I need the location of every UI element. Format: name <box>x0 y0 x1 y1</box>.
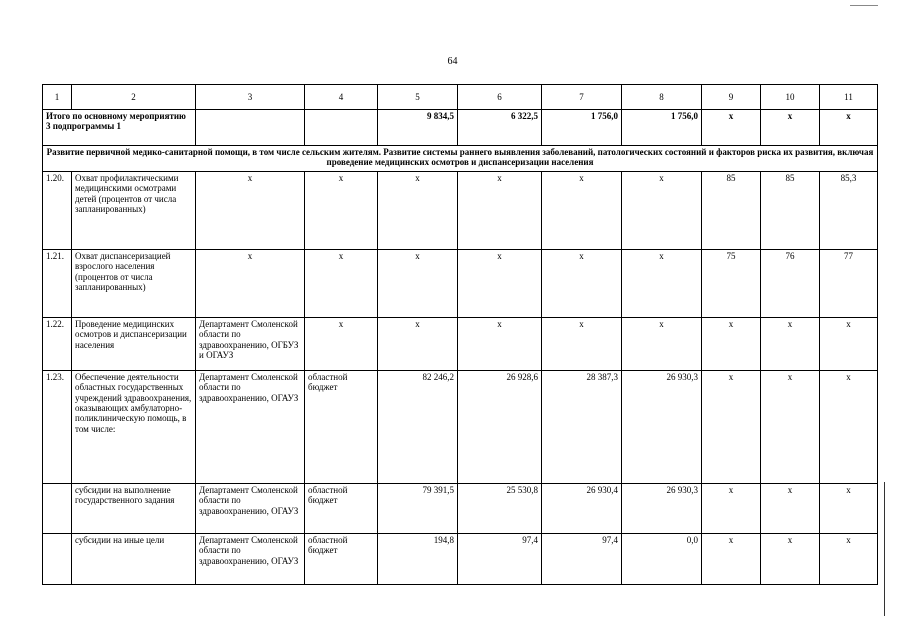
total-cell-11: x <box>820 110 878 146</box>
header-cell-7: 7 <box>542 85 622 110</box>
row-cell-11: 85,3 <box>820 172 878 250</box>
row-cell-11: x <box>820 534 878 585</box>
row-name: Охват диспансеризацией взрослого населения (процентов от числа запланированных) <box>72 250 196 318</box>
row-cell-8: x <box>622 250 702 318</box>
row-cell-10: x <box>761 371 820 484</box>
row-cell-11: x <box>820 318 878 371</box>
table-row <box>43 484 878 534</box>
total-cell-6: 6 322,5 <box>458 110 542 146</box>
row-cell-10: x <box>761 534 820 585</box>
row-cell-8: x <box>622 172 702 250</box>
row-source: областной бюджет <box>305 371 378 484</box>
row-name: субсидии на иные цели <box>72 534 196 585</box>
row-executor: Департамент Смоленской области по здравоохранению, ОГБУЗ и ОГАУЗ <box>196 318 305 371</box>
row-cell-7: 97,4 <box>542 534 622 585</box>
row-cell-10: x <box>761 318 820 371</box>
row-cell-5: x <box>378 172 458 250</box>
row-number <box>43 534 72 585</box>
row-source: x <box>305 172 378 250</box>
row-cell-11: x <box>820 484 878 534</box>
row-cell-7: x <box>542 250 622 318</box>
row-name: субсидии на выполнение государственного задания <box>72 484 196 534</box>
header-cell-10: 10 <box>761 85 820 110</box>
total-cell-8: 1 756,0 <box>622 110 702 146</box>
row-number: 1.20. <box>43 172 72 250</box>
row-cell-5: x <box>378 318 458 371</box>
row-cell-8: 0,0 <box>622 534 702 585</box>
table-row <box>43 250 878 318</box>
header-row <box>43 85 878 110</box>
row-cell-10: 85 <box>761 172 820 250</box>
row-cell-9: x <box>702 484 761 534</box>
row-cell-7: x <box>542 172 622 250</box>
row-number: 1.21. <box>43 250 72 318</box>
row-cell-5: 82 246,2 <box>378 371 458 484</box>
row-cell-9: x <box>702 534 761 585</box>
row-cell-6: x <box>458 318 542 371</box>
page-number: 64 <box>447 56 458 67</box>
header-cell-11: 11 <box>820 85 878 110</box>
row-cell-5: x <box>378 250 458 318</box>
row-cell-9: x <box>702 371 761 484</box>
row-name: Проведение медицинских осмотров и диспансеризации населения <box>72 318 196 371</box>
row-cell-6: 25 530,8 <box>458 484 542 534</box>
row-cell-5: 79 391,5 <box>378 484 458 534</box>
total-cell-5: 9 834,5 <box>378 110 458 146</box>
total-cell-9: x <box>702 110 761 146</box>
header-cell-2: 2 <box>72 85 196 110</box>
row-cell-10: 76 <box>761 250 820 318</box>
row-executor: Департамент Смоленской области по здравоохранению, ОГАУЗ <box>196 534 305 585</box>
row-number <box>43 484 72 534</box>
top-edge-mark <box>850 5 878 6</box>
header-cell-9: 9 <box>702 85 761 110</box>
total-cell-7: 1 756,0 <box>542 110 622 146</box>
section-title: Развитие первичной медико-санитарной помощи, в том числе сельским жителям. Развитие системы раннего выявления заболеваний, патологических состояний и факторов риска их развития, включая проведение медицинских осмотров и диспансеризации населения <box>43 146 878 172</box>
row-name: Обеспечение деятельности областных государственных учреждений здравоохранения, оказывающих амбулаторно-поликлиническую помощь, в том числе: <box>72 371 196 484</box>
header-cell-3: 3 <box>196 85 305 110</box>
total-label: Итого по основному мероприятию 3 подпрограммы 1 <box>43 110 196 146</box>
row-cell-9: 75 <box>702 250 761 318</box>
program-table <box>42 84 878 585</box>
row-cell-8: x <box>622 318 702 371</box>
header-cell-8: 8 <box>622 85 702 110</box>
row-executor: Департамент Смоленской области по здравоохранению, ОГАУЗ <box>196 484 305 534</box>
row-number: 1.22. <box>43 318 72 371</box>
row-executor: Департамент Смоленской области по здравоохранению, ОГАУЗ <box>196 371 305 484</box>
header-cell-6: 6 <box>458 85 542 110</box>
total-cell-10: x <box>761 110 820 146</box>
table-row <box>43 172 878 250</box>
row-cell-11: x <box>820 371 878 484</box>
row-cell-11: 77 <box>820 250 878 318</box>
row-executor: x <box>196 172 305 250</box>
row-source: областной бюджет <box>305 534 378 585</box>
row-cell-10: x <box>761 484 820 534</box>
row-executor: x <box>196 250 305 318</box>
row-number: 1.23. <box>43 371 72 484</box>
row-cell-5: 194,8 <box>378 534 458 585</box>
row-cell-9: x <box>702 318 761 371</box>
row-source: x <box>305 250 378 318</box>
table-row <box>43 371 878 484</box>
row-cell-7: x <box>542 318 622 371</box>
row-cell-6: 26 928,6 <box>458 371 542 484</box>
total-cell-3 <box>196 110 305 146</box>
row-cell-6: x <box>458 172 542 250</box>
row-source: x <box>305 318 378 371</box>
row-cell-8: 26 930,3 <box>622 484 702 534</box>
row-cell-6: 97,4 <box>458 534 542 585</box>
row-source: областной бюджет <box>305 484 378 534</box>
header-cell-4: 4 <box>305 85 378 110</box>
total-row <box>43 110 878 146</box>
right-edge-mark <box>884 482 885 616</box>
table-row <box>43 318 878 371</box>
row-cell-7: 26 930,4 <box>542 484 622 534</box>
row-cell-7: 28 387,3 <box>542 371 622 484</box>
header-cell-5: 5 <box>378 85 458 110</box>
row-name: Охват профилактическими медицинскими осмотрами детей (процентов от числа запланированных) <box>72 172 196 250</box>
header-cell-1: 1 <box>43 85 72 110</box>
row-cell-9: 85 <box>702 172 761 250</box>
row-cell-8: 26 930,3 <box>622 371 702 484</box>
section-row <box>43 146 878 172</box>
table-row <box>43 534 878 585</box>
total-cell-4 <box>305 110 378 146</box>
row-cell-6: x <box>458 250 542 318</box>
